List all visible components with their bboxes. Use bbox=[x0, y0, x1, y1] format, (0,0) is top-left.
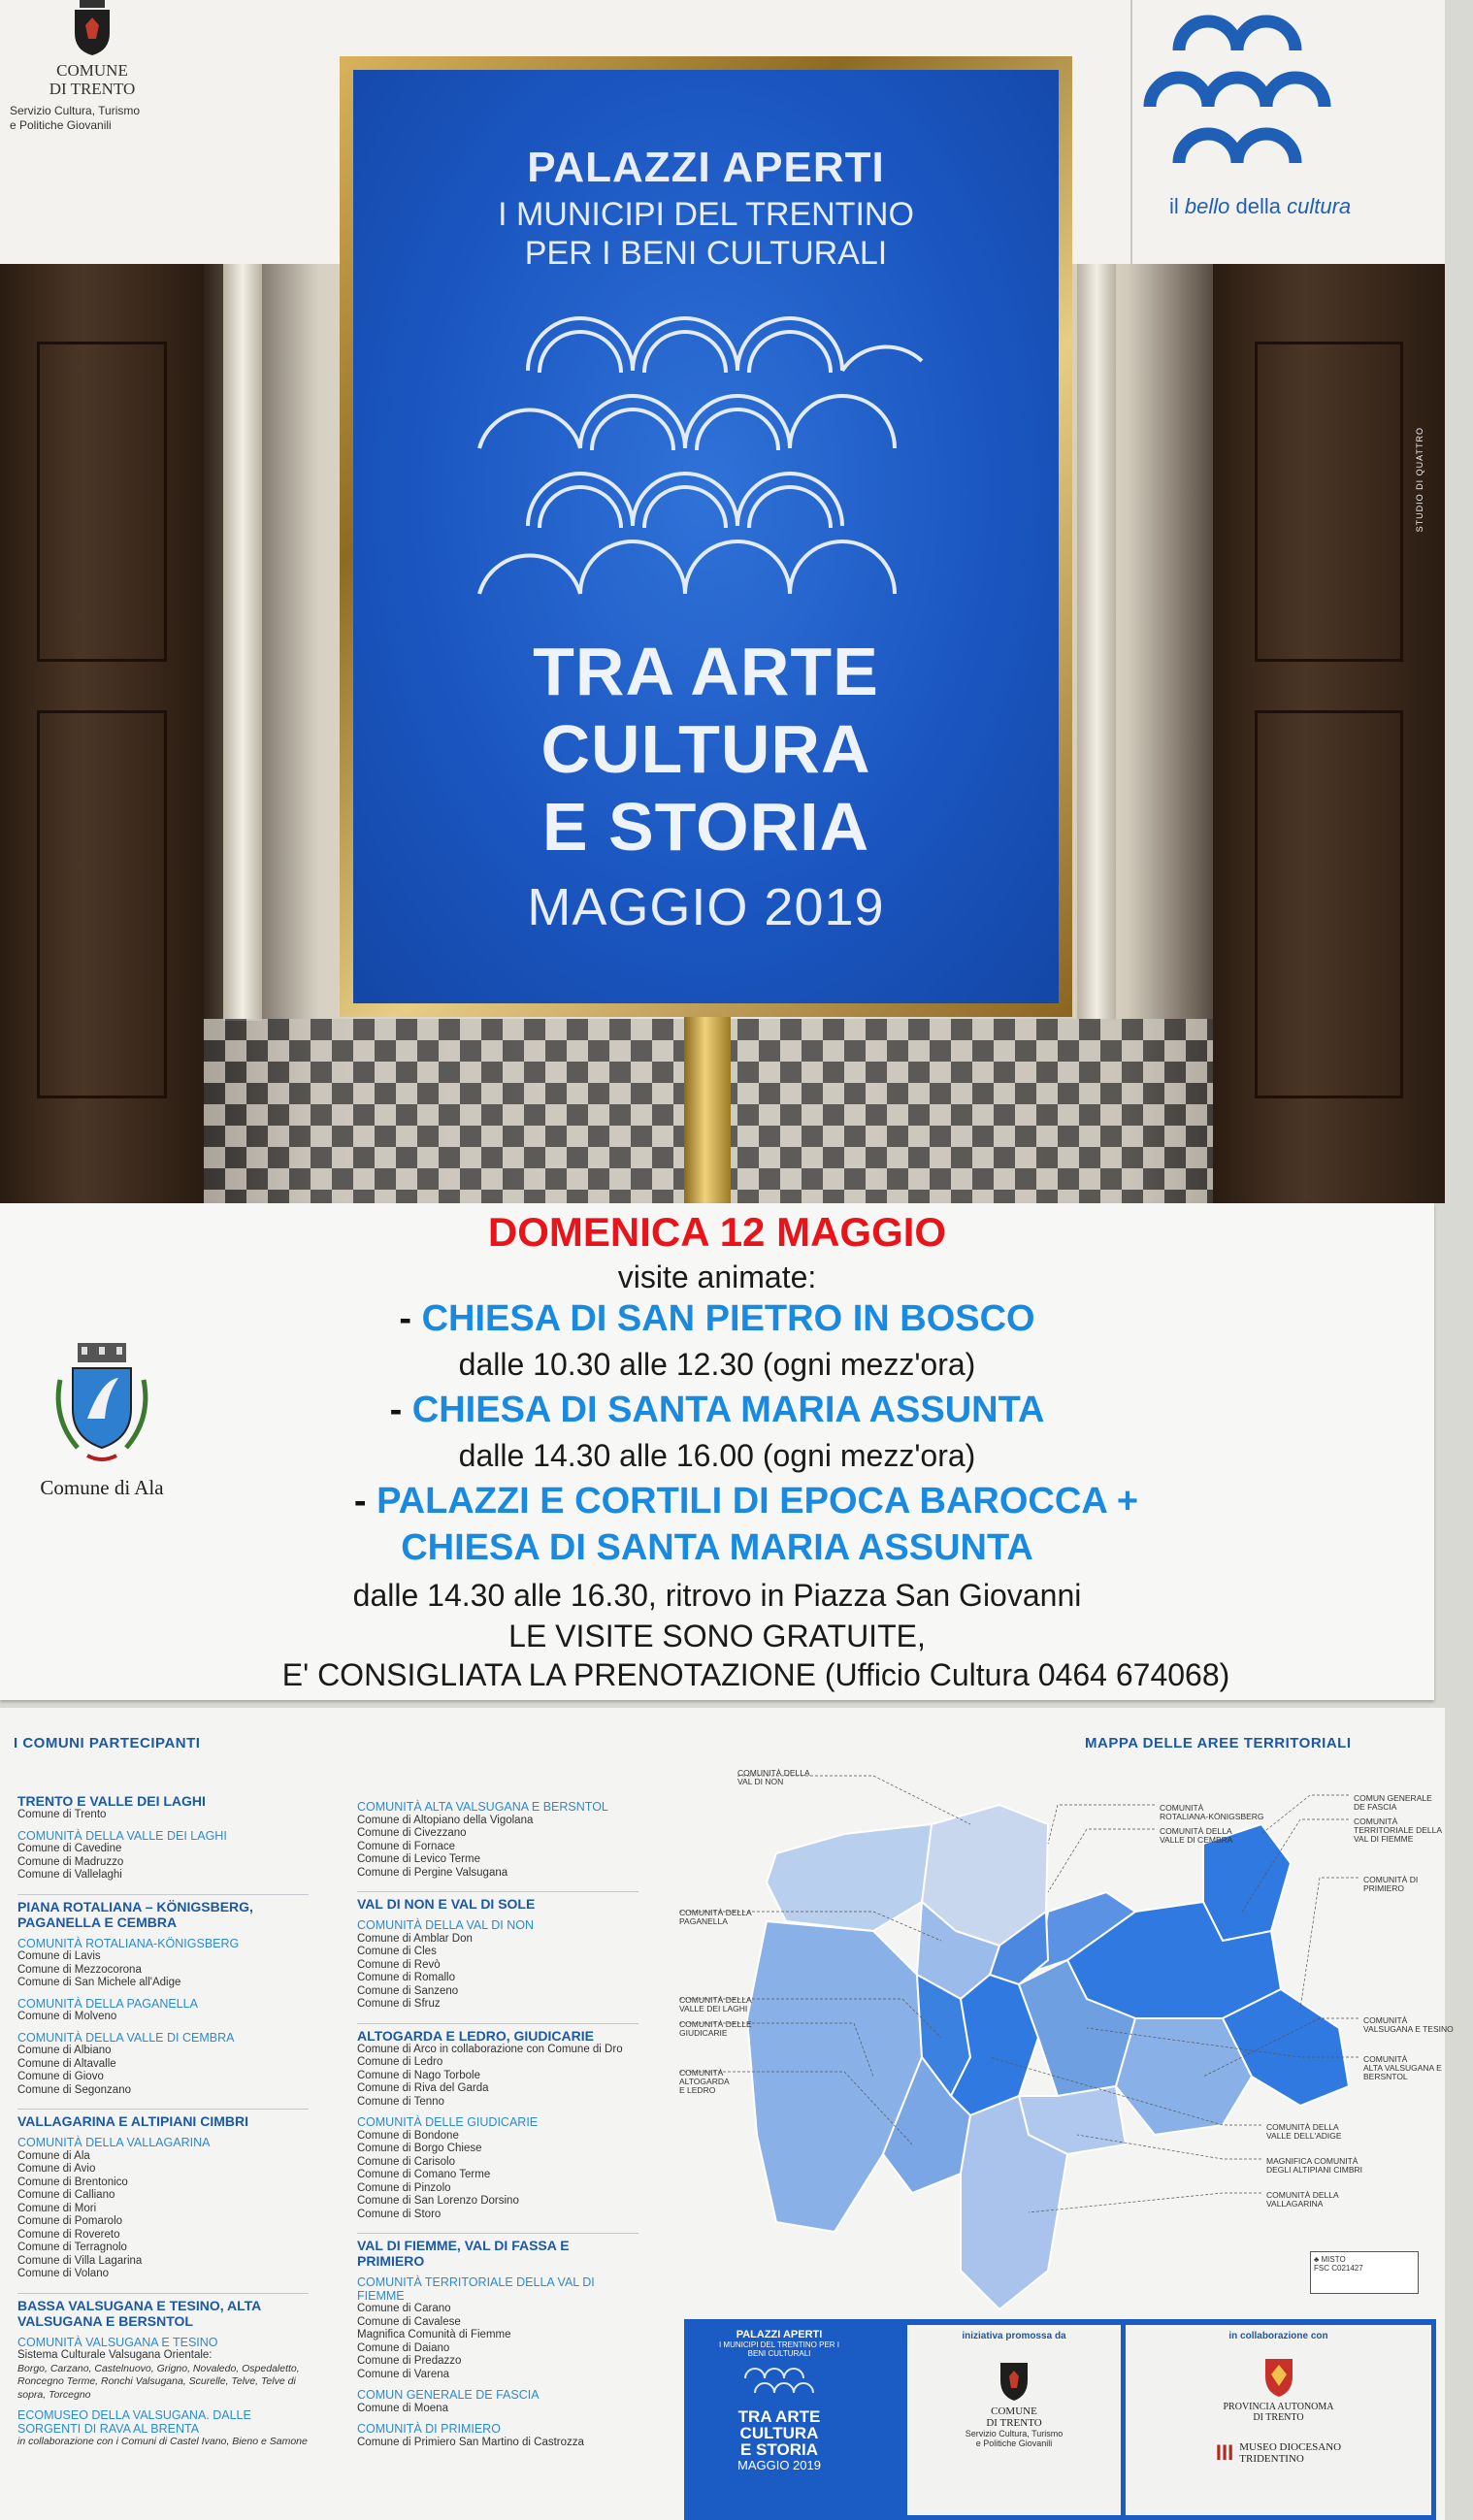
comune-ala-name: Comune di Ala bbox=[40, 1476, 164, 1499]
list-item: Comune di Brentonico bbox=[17, 2176, 128, 2188]
list-item: Comune di Comano Terme bbox=[357, 2169, 491, 2180]
footer-collaborators: in collaborazione con PROVINCIA AUTONOMA DI TRENTO III MUSEO DIOCESANO TRIDENTINO bbox=[1126, 2325, 1431, 2515]
list-note: Borgo, Carzano, Castelnuovo, Grigno, Novaledo, Ospedaletto, Roncegno Terme, Ronchi Valsugana, Scurelle, Telve, Telve di sopra, Torcegno bbox=[17, 2362, 300, 2401]
map-area-valsugana bbox=[1116, 2018, 1252, 2135]
list-item: Comune di Pomarolo bbox=[17, 2215, 123, 2227]
map-label-alta-valsugana: COMUNITÀ ALTA VALSUGANA E BERSNTOL bbox=[1363, 2054, 1442, 2081]
list-item: Comune di Volano bbox=[17, 2268, 109, 2279]
list-item: Sistema Culturale Valsugana Orientale: bbox=[17, 2349, 213, 2361]
list-item: Comune di Terragnolo bbox=[17, 2242, 127, 2253]
list-item: Comune di Mezzocorona bbox=[17, 1963, 142, 1976]
list-item: Comune di Predazzo bbox=[357, 2355, 462, 2367]
fsc-mark: ♣ MISTO FSC C021427 bbox=[1310, 2251, 1419, 2294]
headline-line-1: TRA ARTE bbox=[533, 634, 879, 709]
map-label-valle-adige: COMUNITÀ DELLA VALLE DELL'ADIGE bbox=[1266, 2122, 1342, 2141]
area-heading: TRENTO E VALLE DEI LAGHI bbox=[17, 1793, 206, 1809]
visit-3-time: dalle 14.30 alle 16.30, ritrovo in Piazza San Giovanni bbox=[352, 1578, 1082, 1613]
event-date: DOMENICA 12 MAGGIO bbox=[487, 1209, 947, 1255]
list-item: Comune di Romallo bbox=[357, 1972, 455, 1983]
community-heading: COMUNITÀ DELLA VALLE DEI LAGHI bbox=[17, 1828, 227, 1843]
list-item: Comune di Storo bbox=[357, 2208, 442, 2220]
area-heading: VAL DI NON E VAL DI SOLE bbox=[357, 1891, 638, 1912]
map-label-valsugana: COMUNITÀ VALSUGANA E TESINO bbox=[1363, 2015, 1454, 2034]
list-item: Comune di Bondone bbox=[357, 2129, 459, 2142]
free-visits-note: LE VISITE SONO GRATUITE, bbox=[508, 1619, 926, 1653]
poster-subtitle-1: I MUNICIPI DEL TRENTINO bbox=[498, 196, 914, 233]
museo-mark-icon: III bbox=[1215, 2440, 1234, 2465]
visit-2: - CHIESA DI SANTA MARIA ASSUNTA bbox=[389, 1390, 1045, 1430]
gold-frame bbox=[340, 56, 1072, 1017]
community-heading: COMUNITÀ DELLA VAL DI NON bbox=[357, 1918, 534, 1932]
list-item: Comune di Lavis bbox=[17, 1950, 101, 1962]
list-item: Comune di Civezzano bbox=[357, 1827, 467, 1839]
headline-line-2: CULTURA bbox=[540, 711, 871, 787]
provincia-crest-icon bbox=[1262, 2355, 1295, 2398]
list-item: Comune di Arco in collaborazione con Comune di Dro bbox=[357, 2043, 623, 2055]
list-item: Comune di Amblar Don bbox=[357, 1932, 473, 1945]
list-item: Comune di Giovo bbox=[17, 2071, 104, 2082]
community-heading: COMUNITÀ DELLA VALLAGARINA bbox=[17, 2136, 211, 2149]
area-heading: VAL DI FIEMME, VAL DI FASSA E PRIMIERO bbox=[357, 2233, 638, 2269]
scales-outline-icon bbox=[489, 303, 922, 604]
visit-3-line-2: CHIESA DI SANTA MARIA ASSUNTA bbox=[401, 1527, 1033, 1568]
list-item: Comune di San Lorenzo Dorsino bbox=[357, 2195, 519, 2207]
studio-credit: STUDIO DI QUATTRO bbox=[1415, 427, 1424, 533]
list-item: Comune di Moena bbox=[357, 2402, 448, 2414]
list-item: Comune di Cavalese bbox=[357, 2315, 461, 2328]
list-item: Comune di Pinzolo bbox=[357, 2181, 451, 2194]
list-item: Comune di Borgo Chiese bbox=[357, 2143, 482, 2154]
map-label-fascia: COMUN GENERALE DE FASCIA bbox=[1354, 1793, 1432, 1812]
blue-poster-panel bbox=[353, 70, 1059, 1003]
poster-date: MAGGIO 2019 bbox=[527, 878, 885, 936]
map-title: MAPPA DELLE AREE TERRITORIALI bbox=[1085, 1735, 1352, 1751]
list-item: Comune di Daiano bbox=[357, 2341, 450, 2354]
list-item: Comune di Avio bbox=[17, 2163, 96, 2175]
comune-trento-office: Servizio Cultura, Turismo e Politiche Giovanili bbox=[10, 104, 141, 132]
visit-3-line-1: - PALAZZI E CORTILI DI EPOCA BAROCCA + bbox=[353, 1481, 1139, 1522]
list-item: Comune di Cavedine bbox=[17, 1843, 122, 1854]
visit-1-time: dalle 10.30 alle 12.30 (ogni mezz'ora) bbox=[458, 1347, 976, 1382]
column-left bbox=[223, 264, 262, 1021]
list-item: Comune di Riva del Garda bbox=[357, 2082, 489, 2094]
list-item: Comune di Madruzzo bbox=[17, 1855, 124, 1868]
map-label-paganella: COMUNITÀ DELLA PAGANELLA bbox=[679, 1908, 752, 1926]
footer-band bbox=[684, 2319, 1436, 2520]
map-area-giudicarie bbox=[747, 1921, 922, 2232]
list-item: Comune di Nago Torbole bbox=[357, 2069, 481, 2081]
headline-line-3: E STORIA bbox=[541, 789, 870, 865]
list-item: Comune di Sanzeno bbox=[357, 1984, 459, 1997]
list-item: Comune di Carano bbox=[357, 2303, 451, 2314]
community-heading: COMUNITÀ TERRITORIALE DELLA VAL DI FIEMME bbox=[357, 2275, 595, 2303]
area-heading: VALLAGARINA E ALTIPIANI CIMBRI bbox=[17, 2109, 309, 2129]
map-label-valle-laghi: COMUNITÀ DELLA VALLE DEI LAGHI bbox=[679, 1995, 752, 2013]
poster-top bbox=[0, 0, 1445, 1203]
community-heading: ECOMUSEO DELLA VALSUGANA. DALLE SORGENTI DI RAVA AL BRENTA bbox=[17, 2408, 251, 2436]
list-item: Comune di Varena bbox=[357, 2368, 450, 2380]
participants-title: I COMUNI PARTECIPANTI bbox=[14, 1735, 201, 1751]
bello-della-cultura-logo bbox=[1130, 0, 1445, 264]
list-item: Comune di Cles bbox=[357, 1946, 437, 1957]
community-heading: COMUNITÀ VALSUGANA E TESINO bbox=[17, 2335, 218, 2349]
list-item: Comune di Fornace bbox=[357, 1840, 455, 1852]
area-heading: ALTOGARDA E LEDRO, GIUDICARIE bbox=[357, 2023, 638, 2044]
easel-pole bbox=[684, 1009, 731, 1203]
bello-tagline: il bello della cultura bbox=[1169, 194, 1352, 218]
community-heading: COMUN GENERALE DE FASCIA bbox=[357, 2388, 540, 2402]
palazzi-aperti-title: PALAZZI APERTI bbox=[527, 144, 885, 191]
list-item: Comune di Altopiano della Vigolana bbox=[357, 1814, 534, 1826]
list-item: Comune di Levico Terme bbox=[357, 1853, 480, 1865]
community-heading: COMUNITÀ DELLA VALLE DI CEMBRA bbox=[17, 2030, 235, 2045]
community-heading: COMUNITÀ DI PRIMIERO bbox=[357, 2422, 501, 2436]
scales-logo-icon bbox=[1169, 0, 1325, 175]
list-item: Comune di Sfruz bbox=[357, 1998, 441, 2010]
participants-column-2 bbox=[357, 1793, 638, 2449]
museo-logo: III MUSEO DIOCESANO TRIDENTINO bbox=[1215, 2440, 1342, 2465]
poster-subtitle-2: PER I BENI CULTURALI bbox=[524, 235, 888, 272]
list-note: in collaborazione con i Comuni di Castel Ivano, Bieno e Samone bbox=[17, 2436, 308, 2447]
list-item: Magnifica Comunità di Fiemme bbox=[357, 2329, 511, 2340]
list-item: Comune di Villa Lagarina bbox=[17, 2254, 143, 2267]
list-item: Comune di Carisolo bbox=[357, 2155, 455, 2168]
map-label-altipiani: MAGNIFICA COMUNITÀ DEGLI ALTIPIANI CIMBRI bbox=[1266, 2156, 1363, 2175]
map-label-giudicarie: COMUNITÀ DELLE GIUDICARIE bbox=[679, 2019, 752, 2038]
list-item: Comune di Ala bbox=[17, 2149, 90, 2162]
list-item: Comune di Tenno bbox=[357, 2095, 444, 2108]
column-right bbox=[1077, 264, 1116, 1021]
list-item: Comune di Albiano bbox=[17, 2045, 112, 2056]
list-item: Comune di San Michele all'Adige bbox=[17, 1977, 181, 1988]
footer-promoter: iniziativa promossa da COMUNE DI TRENTO Servizio Cultura, Turismo e Politiche Giovanili bbox=[907, 2325, 1121, 2515]
list-item: Comune di Vallelaghi bbox=[17, 1869, 122, 1881]
community-heading: COMUNITÀ ROTALIANA-KÖNIGSBERG bbox=[17, 1936, 240, 1950]
list-item: Comune di Primiero San Martino di Castrozza bbox=[357, 2436, 584, 2448]
trento-crest-small-icon bbox=[998, 2359, 1031, 2402]
map-label-cembra: COMUNITÀ DELLA VALLE DI CEMBRA bbox=[1160, 1826, 1233, 1845]
mini-scales-icon bbox=[740, 2364, 818, 2403]
area-heading: PIANA ROTALIANA – KÖNIGSBERG, PAGANELLA E CEMBRA bbox=[17, 1894, 309, 1930]
map-label-altogarda: COMUNITÀ ALTOGARDA E LEDRO bbox=[679, 2068, 730, 2095]
map-label-primiero: COMUNITÀ DI PRIMIERO bbox=[1363, 1875, 1419, 1893]
footer-mini-poster: PALAZZI APERTI I MUNICIPI DEL TRENTINO PER I BENI CULTURALI TRA ARTE CULTURA E STORIA MAGGIO 2019 bbox=[718, 2329, 839, 2472]
map-label-val-di-non: COMUNITÀ DELLA VAL DI NON bbox=[737, 1768, 810, 1786]
booking-note: E' CONSIGLIATA LA PRENOTAZIONE (Ufficio Cultura 0464 674068) bbox=[281, 1657, 1230, 1692]
map-area-val-di-sole bbox=[767, 1824, 932, 1931]
list-item: Comune di Calliano bbox=[17, 2189, 115, 2201]
comune-trento-logo bbox=[10, 0, 175, 133]
list-item: Comune di Pergine Valsugana bbox=[357, 1866, 508, 1879]
list-item: Comune di Molveno bbox=[17, 2011, 117, 2022]
participants-column-1 bbox=[17, 1793, 309, 2449]
visit-2-time: dalle 14.30 alle 16.00 (ogni mezz'ora) bbox=[458, 1438, 976, 1473]
list-item: Comune di Mori bbox=[17, 2202, 97, 2214]
visits-intro: visite animate: bbox=[617, 1260, 817, 1294]
list-item: Comune di Revò bbox=[357, 1958, 441, 1971]
notice-sheet bbox=[0, 1203, 1434, 1700]
list-item: Comune di Altavalle bbox=[17, 2057, 116, 2070]
comune-trento-name: COMUNE DI TRENTO bbox=[49, 61, 136, 98]
list-item: Comune di Segonzano bbox=[17, 2083, 131, 2096]
visit-1: - CHIESA DI SAN PIETRO IN BOSCO bbox=[399, 1298, 1035, 1339]
list-item: Comune di Trento bbox=[17, 1809, 107, 1820]
map-label-fiemme: COMUNITÀ TERRITORIALE DELLA VAL DI FIEMME bbox=[1354, 1816, 1443, 1844]
list-item: Comune di Ledro bbox=[357, 2056, 443, 2068]
map-label-vallagarina: COMUNITÀ DELLA VALLAGARINA bbox=[1266, 2190, 1339, 2209]
trento-crest-icon bbox=[70, 0, 115, 56]
door-left bbox=[0, 264, 204, 1203]
map-label-rotaliana: COMUNITÀ ROTALIANA-KÖNIGSBERG bbox=[1160, 1803, 1264, 1821]
community-heading: COMUNITÀ ALTA VALSUGANA E BERSNTOL bbox=[357, 1800, 608, 1814]
community-heading: COMUNITÀ DELLE GIUDICARIE bbox=[357, 2115, 539, 2129]
fsc-tree-icon: ♣ bbox=[1314, 2255, 1320, 2264]
list-item: Comune di Rovereto bbox=[17, 2228, 120, 2241]
door-right bbox=[1213, 264, 1445, 1203]
area-heading: BASSA VALSUGANA E TESINO, ALTA VALSUGANA E BERSNTOL bbox=[17, 2293, 309, 2329]
community-heading: COMUNITÀ DELLA PAGANELLA bbox=[17, 1996, 198, 2011]
